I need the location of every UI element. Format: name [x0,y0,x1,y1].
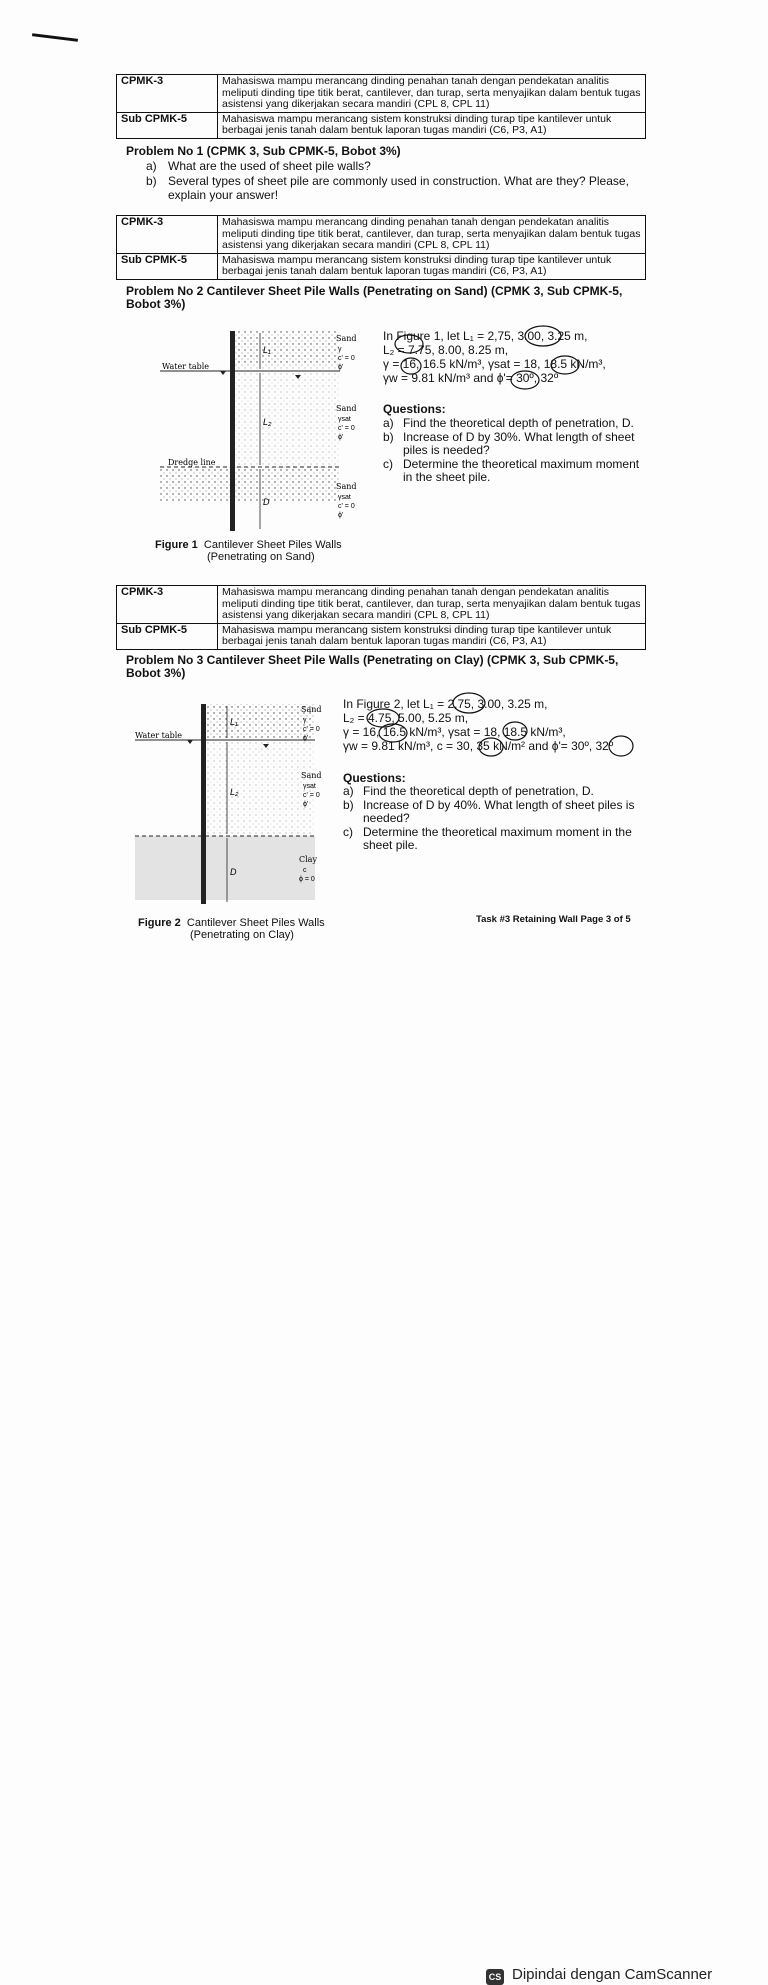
label-sand-1: Sand [301,705,322,714]
problem1-question-a [146,159,646,173]
question-a: a) Find the theoretical depth of penetration, D. [383,416,634,430]
sheet-pile [230,331,235,531]
question-b: b) Increase of D by 30%. What length of sheet piles is needed? [383,430,635,457]
cpmk-table-2 [116,215,646,280]
figure-1-diagram [160,325,360,540]
question-c: c) Determine the theoretical maximum moment in the sheet pile. [343,825,632,852]
cpmk-key: CPMK-3 [117,75,218,113]
problem2-questions-heading: Questions: [383,402,446,416]
sheet-pile [201,704,206,904]
sand-top-region [232,331,340,367]
label-c0-1: c' = 0 [338,355,355,362]
label-phi0: ϕ = 0 [299,876,315,883]
label-gsat-3: γsat [338,494,351,501]
label-gamma-1: γ [303,717,307,724]
given-line-2: L₂ = 4.75, 5.00, 5.25 m, [343,711,469,725]
label-sand-2: Sand [336,404,357,413]
sub-cpmk-key: Sub CPMK-5 [117,623,218,649]
label-sand-2: Sand [301,771,322,780]
caption-line-2: (Penetrating on Sand) [207,551,315,563]
camscanner-logo-icon: CS [486,1969,504,1985]
label-phi-1: ϕ' [338,364,344,371]
sub-cpmk-text: Mahasiswa mampu merancang sistem konstruksi dinding turap tipe kantilever untuk berbagai jenis tanah dalam bentuk laporan tugas mandiri (C6, P3, A1) [218,623,646,649]
label-clay: Clay [299,855,317,864]
question-label: a) [146,159,157,173]
question-text: Several types of sheet pile are commonly used in construction. What are they? Please, explain your answer! [168,174,629,202]
cpmk-key: CPMK-3 [117,216,218,254]
label-phi-3: ϕ' [338,512,344,519]
label-c0-2: c' = 0 [338,425,355,432]
problem2-title: Problem No 2 Cantilever Sheet Pile Walls (Penetrating on Sand) (CPMK 3, Sub CPMK-5, Bobot 3%) [126,284,623,311]
camscanner-text: Dipindai dengan CamScanner [512,1966,713,1983]
dredge-sand-region [160,467,340,502]
figure-2-diagram [135,700,335,910]
label-c0-1: c' = 0 [303,726,320,733]
cpmk-text: Mahasiswa mampu merancang dinding penahan tanah dengan pendekatan analitis meliputi dinding tipe titik berat, cantilever, dan turap, serta menyajikan dalam bentuk tugas asistensi yang dikerjakan secara mandiri (CPL 8, CPL 11) [218,216,646,254]
label-L2: L₂ [230,787,239,797]
cpmk-table-3 [116,585,646,650]
sand-middle-region [232,367,340,467]
problem1-question-b [146,174,646,202]
question-label: b) [146,174,157,188]
label-phi-2: ϕ' [303,801,309,808]
question-a: a) Find the theoretical depth of penetration, D. [343,784,594,798]
figure-1-number: Figure 1 [155,539,198,551]
label-sand-1: Sand [336,334,357,343]
label-phi-1: ϕ' [303,735,309,742]
figure-2-number: Figure 2 [138,917,181,929]
label-D: D [263,497,270,507]
given-line-4: γw = 9.81 kN/m³ and ϕ'= 30º, 32º [383,371,559,385]
label-L2: L₂ [263,417,272,427]
figure-1-caption [155,539,342,563]
given-line-1: In Figure 2, let L₁ = 2.75, 3.00, 3.25 m, [343,697,548,711]
water-symbol-left [187,740,193,744]
cpmk-text: Mahasiswa mampu merancang dinding penahan tanah dengan pendekatan analitis meliputi dinding tipe titik berat, cantilever, dan turap, serta menyajikan dalam bentuk tugas asistensi yang dikerjakan secara mandiri (CPL 8, CPL 11) [218,586,646,624]
question-text: What are the used of sheet pile walls? [168,159,371,173]
caption-line-1: Cantilever Sheet Piles Walls [203,539,342,551]
cpmk-table-1 [116,74,646,139]
label-water-table: Water table [135,731,183,740]
label-sand-3: Sand [336,482,357,491]
label-gamma-1: γ [338,346,342,353]
sand-top-region [205,704,315,738]
label-gsat-2: γsat [338,416,351,423]
label-D: D [230,867,237,877]
label-c0-2: c' = 0 [303,792,320,799]
label-c0-3: c' = 0 [338,503,355,510]
cpmk-text: Mahasiswa mampu merancang dinding penahan tanah dengan pendekatan analitis meliputi dinding tipe titik berat, cantilever, dan turap, serta menyajikan dalam bentuk tugas asistensi yang dikerjakan secara mandiri (CPL 8, CPL 11) [218,75,646,113]
sub-cpmk-text: Mahasiswa mampu merancang sistem konstruksi dinding turap tipe kantilever untuk berbagai jenis tanah dalam bentuk laporan tugas mandiri (C6, P3, A1) [218,112,646,138]
page-footer: Task #3 Retaining Wall Page 3 of 5 [476,914,631,925]
pen-mark [32,33,78,42]
question-c: c) Determine the theoretical maximum moment in the sheet pile. [383,457,640,484]
cpmk-key: CPMK-3 [117,586,218,624]
problem3-questions-heading: Questions: [343,771,406,785]
problem2-questions [383,417,645,485]
clay-region [135,836,315,900]
label-L1: L₁ [230,717,238,727]
label-dredge-line: Dredge line [168,458,216,467]
label-water-table: Water table [162,362,210,371]
sub-cpmk-key: Sub CPMK-5 [117,112,218,138]
label-L1: L₁ [263,345,271,355]
given-line-4: γw = 9.81 kN/m³, c = 30, 35 kN/m² and ϕ'= 30º, 32º [343,739,614,753]
figure-2-caption [138,917,325,941]
caption-line-1: Cantilever Sheet Piles Walls [186,917,325,929]
sand-middle-region [205,738,315,836]
problem1-title: Problem No 1 (CPMK 3, Sub CPMK-5, Bobot 3%) [126,144,401,158]
question-b: b) Increase of D by 40%. What length of sheet piles is needed? [343,798,635,825]
sub-cpmk-key: Sub CPMK-5 [117,253,218,279]
label-c: c [303,867,307,874]
scanner-watermark [0,980,768,1983]
given-line-2: L₂ = 7.75, 8.00, 8.25 m, [383,343,509,357]
caption-line-2: (Penetrating on Clay) [190,929,294,941]
label-phi-2: ϕ' [338,434,344,441]
label-gsat-2: γsat [303,783,316,790]
sub-cpmk-text: Mahasiswa mampu merancang sistem konstruksi dinding turap tipe kantilever untuk berbagai jenis tanah dalam bentuk laporan tugas mandiri (C6, P3, A1) [218,253,646,279]
handwritten-circles-2 [343,688,643,760]
problem3-title: Problem No 3 Cantilever Sheet Pile Walls (Penetrating on Clay) (CPMK 3, Sub CPMK-5, Bobot 3%) [126,653,619,680]
given-line-3: γ = 16, 16.5 kN/m³, γsat = 18, 18.5 kN/m³, [383,357,606,371]
given-line-3: γ = 16, 16.5 kN/m³, γsat = 18, 18.5 kN/m³, [343,725,566,739]
problem3-questions [343,785,643,853]
handwritten-circles-1 [383,322,653,392]
given-line-1: In Figure 1, let L₁ = 2,75, 3.00, 3.25 m, [383,329,588,343]
water-symbol-left [220,371,226,375]
